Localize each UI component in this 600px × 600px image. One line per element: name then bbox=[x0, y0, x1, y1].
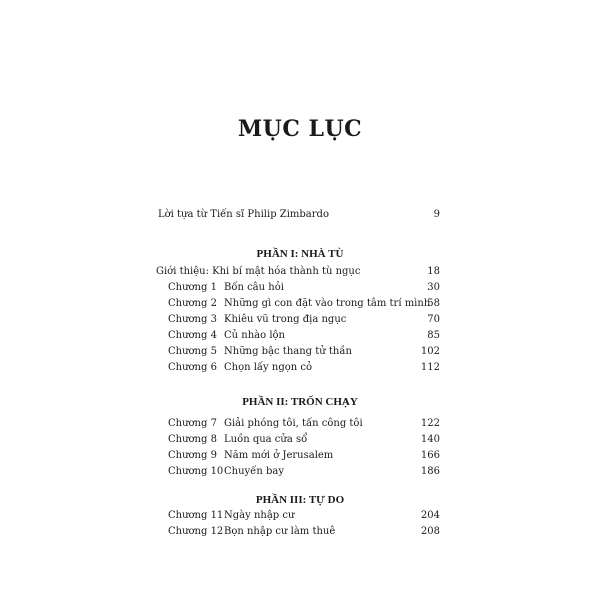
chapter-page: 166 bbox=[420, 450, 440, 461]
chapter-number: Chương 2 bbox=[168, 298, 217, 309]
chapter-page: 85 bbox=[427, 330, 440, 341]
chapter-number: Chương 7 bbox=[168, 418, 217, 429]
part-heading-3: PHẦN III: TỰ DO bbox=[255, 494, 345, 506]
chapter-title: Củ nhào lộn bbox=[224, 330, 285, 341]
chapter-page: 204 bbox=[420, 510, 440, 521]
chapter-title: Luồn qua cửa sổ bbox=[224, 434, 308, 445]
chapter-title: Chuyến bay bbox=[224, 466, 284, 477]
chapter-page: 208 bbox=[420, 526, 440, 537]
part-heading-1: PHẦN I: NHÀ TÙ bbox=[256, 248, 344, 260]
page-title: MỤC LỤC bbox=[237, 116, 363, 142]
chapter-title: Giải phóng tôi, tấn công tôi bbox=[224, 418, 363, 429]
chapter-number: Chương 4 bbox=[168, 330, 217, 341]
chapter-number: Chương 12 bbox=[168, 526, 224, 537]
chapter-number: Chương 3 bbox=[168, 314, 217, 325]
chapter-title: Khiêu vũ trong địa ngục bbox=[224, 314, 347, 325]
preface-label: Lời tựa từ Tiến sĩ Philip Zimbardo bbox=[158, 209, 329, 220]
chapter-number: Chương 6 bbox=[168, 362, 217, 373]
chapter-number: Chương 9 bbox=[168, 450, 217, 461]
intro-label: Giới thiệu: Khi bí mật hóa thành tù ngục bbox=[156, 266, 361, 277]
chapter-number: Chương 5 bbox=[168, 346, 217, 357]
chapter-title: Bốn câu hỏi bbox=[224, 282, 284, 293]
chapter-page: 102 bbox=[420, 346, 440, 357]
chapter-page: 140 bbox=[420, 434, 440, 445]
preface-page: 9 bbox=[433, 209, 440, 220]
chapter-page: 58 bbox=[427, 298, 440, 309]
chapter-title: Ngày nhập cư bbox=[224, 510, 295, 521]
chapter-page: 30 bbox=[427, 282, 440, 293]
chapter-title: Những gì con đặt vào trong tâm trí mình bbox=[224, 298, 431, 309]
chapter-title: Năm mới ở Jerusalem bbox=[224, 450, 334, 461]
intro-page: 18 bbox=[427, 266, 440, 277]
part-heading-2: PHẦN II: TRỐN CHẠY bbox=[242, 396, 358, 408]
chapter-page: 70 bbox=[427, 314, 440, 325]
chapter-number: Chương 10 bbox=[168, 466, 224, 477]
chapter-number: Chương 11 bbox=[168, 510, 224, 521]
chapter-title: Chọn lấy ngọn cỏ bbox=[224, 362, 312, 373]
chapter-page: 122 bbox=[420, 418, 440, 429]
chapter-title: Những bậc thang tử thần bbox=[224, 346, 352, 357]
chapter-page: 186 bbox=[420, 466, 440, 477]
chapter-page: 112 bbox=[420, 362, 440, 373]
chapter-number: Chương 8 bbox=[168, 434, 217, 445]
chapter-title: Bọn nhập cư làm thuê bbox=[224, 526, 336, 537]
chapter-number: Chương 1 bbox=[168, 282, 217, 293]
